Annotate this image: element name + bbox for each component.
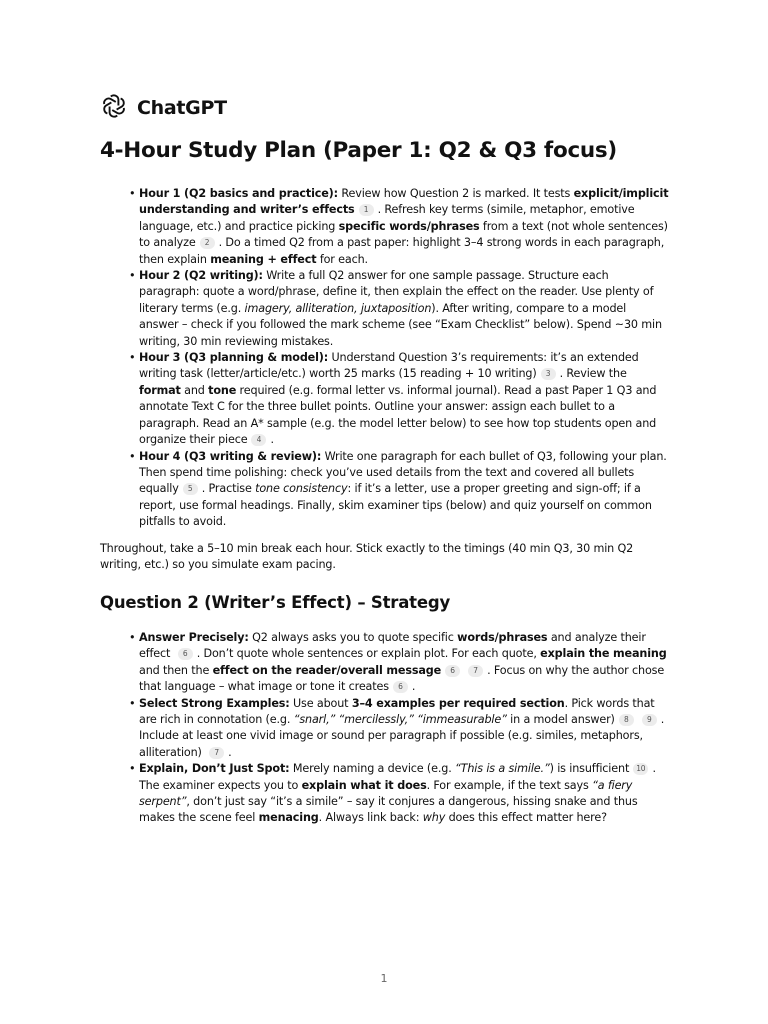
bold-text: tone [208, 383, 237, 397]
bold-text: specific words/phrases [338, 219, 480, 233]
strategy-item [129, 696, 669, 762]
text-span: . [228, 745, 232, 759]
text-span: . Do a timed Q2 from a past paper: highlight 3–4 strong words in each paragraph, then explain [139, 236, 665, 266]
italic-text: “a fiery serpent” [139, 778, 633, 809]
bold-text: Hour 1 (Q2 basics and practice): [139, 187, 338, 200]
strategy-item [129, 630, 669, 696]
text-span: . [270, 433, 274, 447]
study-plan-list [129, 186, 669, 531]
citation-badge[interactable]: 2 [200, 237, 215, 249]
text-span: Q2 always asks you to quote specific [248, 631, 458, 644]
bold-text: Explain, Don’t Just Spot: [139, 762, 290, 776]
italic-text: tone consistency [255, 482, 348, 496]
text-span: . The examiner expects you to [139, 762, 656, 792]
text-span: Write one paragraph for each bullet of Q3, following your plan. Then spend time polishing: check you’ve used details from the text and covered all bullets equally [139, 449, 667, 496]
citation-badge[interactable]: 7 [209, 747, 224, 759]
strategy-list [129, 630, 669, 827]
openai-logo-icon [100, 92, 128, 124]
text-span: ) is insufficient [549, 762, 630, 776]
text-span: . Refresh key terms (simile, metaphor, emotive language, etc.) and practice picking [139, 203, 635, 233]
citation-badge[interactable]: 7 [468, 665, 483, 677]
page-number: 1 [380, 972, 388, 985]
strategy-item [129, 761, 669, 827]
bold-text: effect on the reader/overall message [212, 663, 442, 677]
text-span: . Include at least one vivid image or sound per paragraph if possible (e.g. similes, metaphors, alliteration) [139, 713, 665, 759]
text-span: required (e.g. formal letter vs. informal journal). Read a past Paper 1 Q3 and annotate Text C for the three bullet points. Outline your answer: assign each bullet to a paragraph. Read an A* sample (e.g. the model letter below) to see how top students open and organize their piece [139, 383, 657, 447]
bold-text: meaning + effect [210, 252, 317, 266]
text-span: and [180, 383, 209, 397]
text-span: Use about [289, 696, 352, 710]
text-span: does this effect matter here? [445, 811, 607, 825]
bold-text: Select Strong Examples: [139, 696, 290, 710]
text-span: . Always link back: [318, 811, 423, 825]
bold-text: explain what it does [301, 778, 427, 792]
text-span: Merely naming a device (e.g. [289, 762, 456, 776]
study-plan-item [129, 449, 669, 531]
bold-text: 3–4 examples per required section [351, 696, 565, 710]
citation-badge[interactable]: 10 [633, 763, 648, 775]
citation-badge[interactable]: 6 [178, 648, 193, 660]
study-plan-item [129, 268, 669, 350]
text-span: . Don’t quote whole sentences or explain plot. For each quote, [196, 647, 541, 661]
citation-badge[interactable]: 6 [445, 665, 460, 677]
citation-badge[interactable]: 8 [619, 714, 634, 726]
bold-text: Answer Precisely: [139, 631, 249, 644]
citation-badge[interactable]: 6 [393, 681, 408, 693]
text-span: , don’t just say “it’s a simile” – say it conjures a dangerous, hissing snake and thus makes the scene feel [139, 795, 638, 825]
study-plan-item [129, 350, 669, 448]
citation-badge[interactable]: 9 [642, 714, 657, 726]
text-span: . [411, 680, 416, 694]
italic-text: “snarl,” “mercilessly,” “immeasurable” [293, 713, 507, 727]
text-span: : if it’s a letter, use a proper greeting and sign-off; if a report, use formal headings. Finally, skim examiner tips (below) and quiz yourself on common pitfalls to avoid. [139, 482, 652, 529]
bold-text: Hour 3 (Q3 planning & model): [139, 351, 329, 365]
text-span: . Practise [201, 482, 256, 496]
citation-badge[interactable]: 5 [183, 483, 198, 495]
bold-text: format [139, 383, 181, 397]
bold-text: words/phrases [457, 631, 548, 644]
text-span: Review how Question 2 is marked. It tests [337, 187, 574, 200]
text-span: . Pick words that are rich in connotation (e.g. [139, 696, 655, 727]
citation-badge[interactable]: 3 [541, 368, 556, 380]
text-span: for each. [316, 252, 368, 266]
bold-text: explain the meaning [540, 647, 667, 661]
citation-badge[interactable]: 4 [251, 434, 266, 446]
bold-text: explicit/implicit understanding and writer’s effects [139, 187, 669, 217]
italic-text: “This is a simile.” [455, 762, 550, 776]
italic-text: imagery, alliteration, juxtaposition [244, 301, 432, 315]
text-span: from a text (not whole sentences) to analyze [139, 219, 668, 250]
text-span: Write a full Q2 answer for one sample passage. Structure each paragraph: quote a word/phrase, define it, then explain the effect on the reader. Use plenty of literary terms (e.g. [139, 269, 654, 315]
citation-badge[interactable]: 1 [359, 204, 374, 216]
text-span: . Focus on why the author chose that language – what image or tone it creates [139, 663, 665, 694]
closing-paragraph: Throughout, take a 5–10 min break each hour. Stick exactly to the timings (40 min Q3, 30 min Q2 writing, etc.) so you simulate exam pacing. [100, 542, 634, 572]
section-heading: Question 2 (Writer’s Effect) – Strategy [100, 593, 451, 612]
text-span: Understand Question 3’s requirements: it’s an extended writing task (letter/article/etc.) worth 25 marks (15 reading + 10 writing) [139, 351, 639, 381]
brand-header [100, 93, 227, 123]
text-span: . For example, if the text says [426, 778, 593, 792]
brand-name: ChatGPT [137, 97, 227, 119]
bold-text: menacing [258, 811, 319, 825]
bold-text: Hour 2 (Q2 writing): [139, 269, 263, 283]
text-span: and analyze their effect [139, 631, 646, 661]
text-span: and then the [139, 663, 213, 677]
bold-text: Hour 4 (Q3 writing & review): [139, 449, 322, 463]
document-title: 4-Hour Study Plan (Paper 1: Q2 & Q3 focus) [100, 138, 617, 163]
italic-text: why [422, 811, 446, 825]
text-span: . Review the [559, 367, 627, 381]
study-plan-item [129, 186, 669, 268]
text-span: ). After writing, compare to a model answer – check if you followed the mark scheme (see “Exam Checklist” below). Spend ~30 min writing, 30 min reviewing mistakes. [139, 301, 662, 348]
text-span: in a model answer) [506, 713, 615, 727]
